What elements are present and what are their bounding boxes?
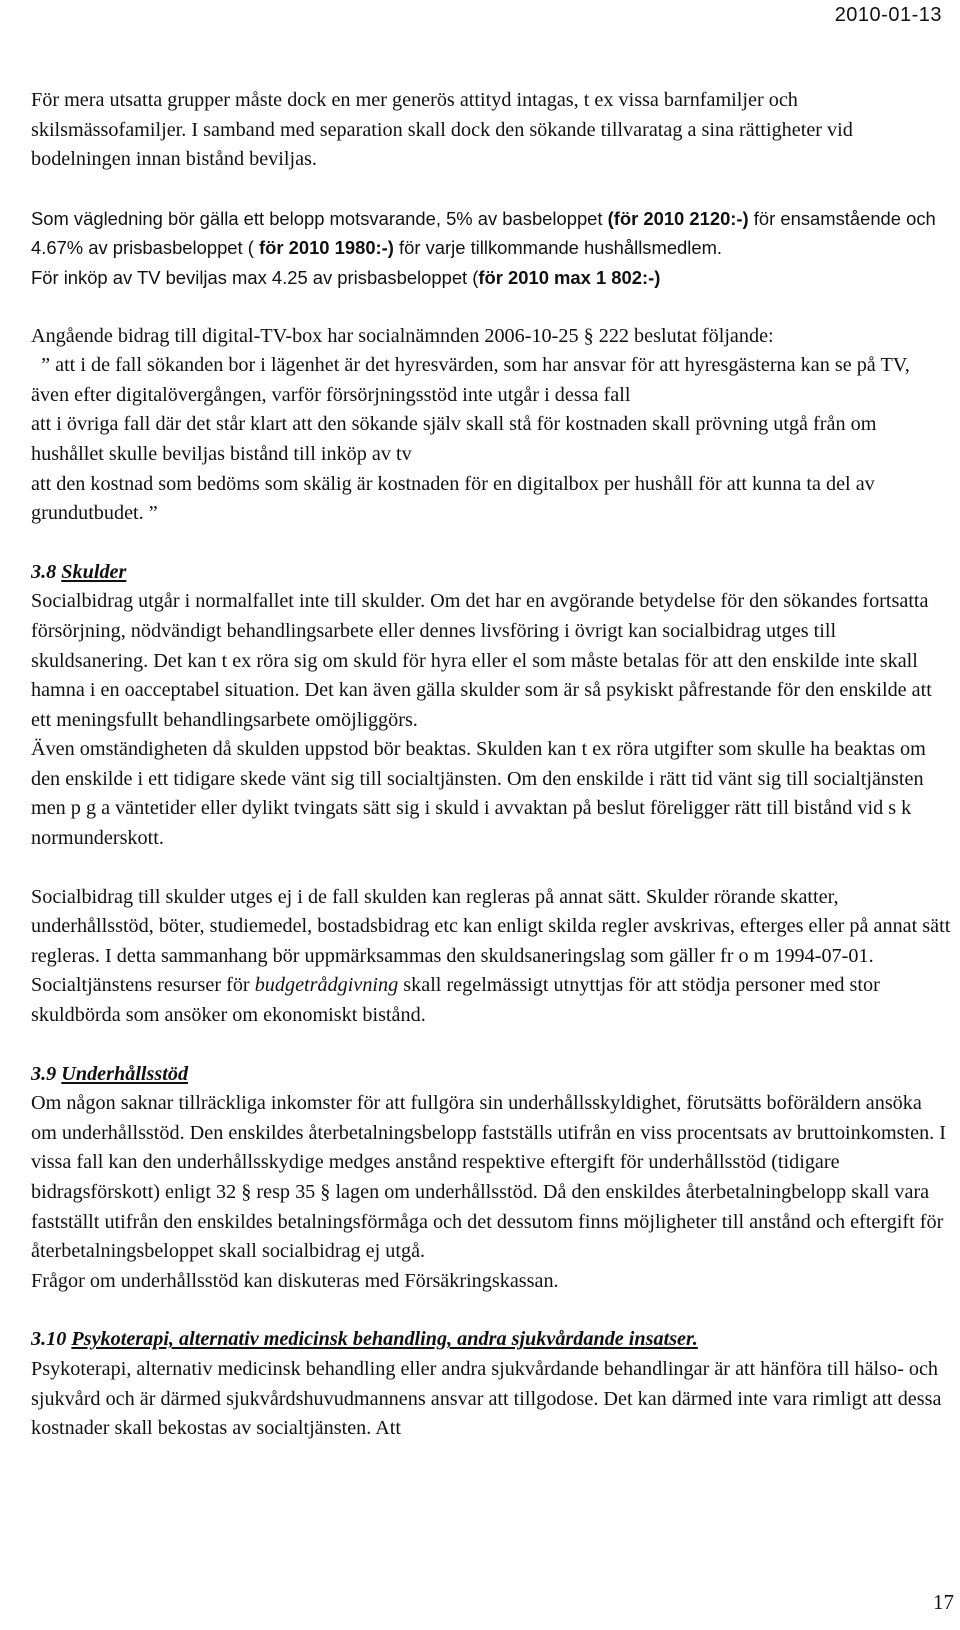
vagledning-amount-1: (för 2010 2120:-) (607, 207, 749, 229)
quote-open: ” (41, 354, 51, 377)
vagledning-text-2: för ensamstående och 4.67% av prisbasbeloppet ( (31, 207, 936, 259)
vagledning-text-1: Som vägledning bör gälla ett belopp motsvarande, 5% av basbeloppet (31, 207, 608, 229)
skulder-4-text-a: Socialtjänstens resurser för (31, 974, 255, 997)
vagledning-text-3: för varje tillkommande hushållsmedlem. (393, 237, 723, 259)
digital-tv-body: att i de fall sökanden bor i lägenhet är det hyresvärden, som har ansvar för att hyresgästerna kan se på TV, även efter digitalövergången, varför försörjningsstöd inte utgår i dessa fall (31, 354, 910, 406)
paragraph-skulder-2: Även omständigheten då skulden uppstod bör beaktas. Skulden kan t ex röra utgifter som skulle ha beaktas om den enskilde i ett tidigare skede vänt sig till socialtjänsten. Om den enskilde i rätt tid vänt sig till socialtjänsten men p g a väntetider eller dylikt tvingats sätt sig i skuld i avvaktan på beslut föreligger rätt till bistånd vid s k normunderskott. (31, 738, 926, 850)
heading-underhallsstod-title: Underhållsstöd (61, 1062, 189, 1085)
paragraph-tv-inkop (31, 263, 951, 293)
digital-tv-line3: att den kostnad som bedöms som skälig är kostnaden för en digitalbox per hushåll för att kunna ta del av grundutbudet. (31, 472, 875, 525)
paragraph-skulder-4 (31, 971, 951, 1030)
vagledning-amount-2: för 2010 1980:-) (258, 237, 394, 259)
heading-psykoterapi-title: Psykoterapi, alternativ medicinsk behandling, andra sjukvårdande insatser. (71, 1328, 698, 1351)
header-date: 2010-01-13 (834, 4, 942, 26)
tv-inkop-text: För inköp av TV beviljas max 4.25 av prisbasbeloppet ( (31, 266, 479, 288)
page-number: 17 (933, 1590, 954, 1614)
skulder-4-text-b: skall regelmässigt utnyttjas för att stödja personer med stor skuldbörda som ansöker om ekonomiskt bistånd. (31, 974, 880, 1027)
paragraph-psykoterapi-1: Psykoterapi, alternativ medicinsk behandling eller andra sjukvårdande behandlingar är att hänföra till hälso- och sjukvård och är därmed sjukvårdshuvudmannens ansvar att tillgodose. Det kan därmed inte vara rimligt att dessa kostnader skall bekostas av socialtjänsten. Att (31, 1357, 942, 1440)
heading-skulder-number: 3.8 (31, 560, 62, 583)
heading-underhallsstod (31, 1060, 951, 1090)
paragraph-digital-tv-line3 (31, 470, 951, 529)
paragraph-digital-tv-body (31, 351, 951, 410)
paragraph-digital-tv-line2: att i övriga fall där det står klart att den sökande själv skall stå för kostnaden skall prövning utgå från om hushållet skulle beviljas bistånd till inköp av tv (31, 413, 877, 465)
quote-close: ” (143, 502, 158, 525)
paragraph-vagledning (31, 204, 951, 263)
skulder-4-emphasis: budgetrådgivning (254, 974, 399, 997)
heading-skulder-title: Skulder (61, 560, 127, 583)
paragraph-skulder-3: Socialbidrag till skulder utges ej i de fall skulden kan regleras på annat sätt. Skulder rörande skatter, underhållsstöd, böter, studiemedel, bostadsbidrag etc kan enligt skilda regler avskrivas, efterges eller på annat sätt regleras. I detta sammanhang bör uppmärksammas den skuldsaneringslag som gäller fr o m 1994-07-01. (31, 885, 951, 967)
paragraph-digital-tv-line1: Angående bidrag till digital-TV-box har socialnämnden 2006-10-25 § 222 beslutat följande: (31, 324, 774, 347)
tv-inkop-amount: för 2010 max 1 802:-) (478, 266, 661, 288)
heading-psykoterapi-number: 3.10 (31, 1328, 72, 1351)
paragraph-skulder-1: Socialbidrag utgår i normalfallet inte till skulder. Om det har en avgörande betydelse för den sökandes fortsatta försörjning, nödvändigt behandlingsarbete eller dennes livsföring i övrigt kan socialbidrag utges till skuldsanering. Det kan t ex röra sig om skuld för hyra eller el som måste betalas för att den enskilde inte skall hamna i en oacceptabel situation. Det kan även gälla skulder som är så psykiskt påfrestande för den enskilde att ett meningsfullt behandlingsarbete omöjliggörs. (31, 590, 932, 731)
paragraph-utsatta-grupper: För mera utsatta grupper måste dock en mer generös attityd intagas, t ex vissa barnfamiljer och skilsmässofamiljer. I samband med separation skall dock den sökande tillvaratag a sina rättigheter vid bodelningen innan bistånd beviljas. (31, 89, 853, 171)
heading-psykoterapi (31, 1325, 951, 1355)
paragraph-underhallsstod-2: Frågor om underhållsstöd kan diskuteras med Försäkringskassan. (31, 1269, 559, 1292)
heading-skulder (31, 558, 951, 588)
paragraph-underhallsstod-1: Om någon saknar tillräckliga inkomster för att fullgöra sin underhållsskyldighet, förutsätts boföräldern ansöka om underhållsstöd. Den enskildes återbetalningsbelopp fastställs utifrån en viss procentsats av bruttoinkomsten. I vissa fall kan den underhållsskydige medges anstånd respektive eftergift för underhållsstöd (tidigare bidragsförskott) enligt 32 § resp 35 § lagen om underhållsstöd. Då den enskildes återbetalningbelopp skall vara fastställt utifrån den enskildes betalningsförmåga och det dessutom finns möjligheter till anstånd och eftergift för återbetalningsbeloppet skall socialbidrag ej utgå. (31, 1092, 946, 1263)
heading-underhallsstod-number: 3.9 (31, 1062, 62, 1085)
document-body (31, 86, 951, 1444)
